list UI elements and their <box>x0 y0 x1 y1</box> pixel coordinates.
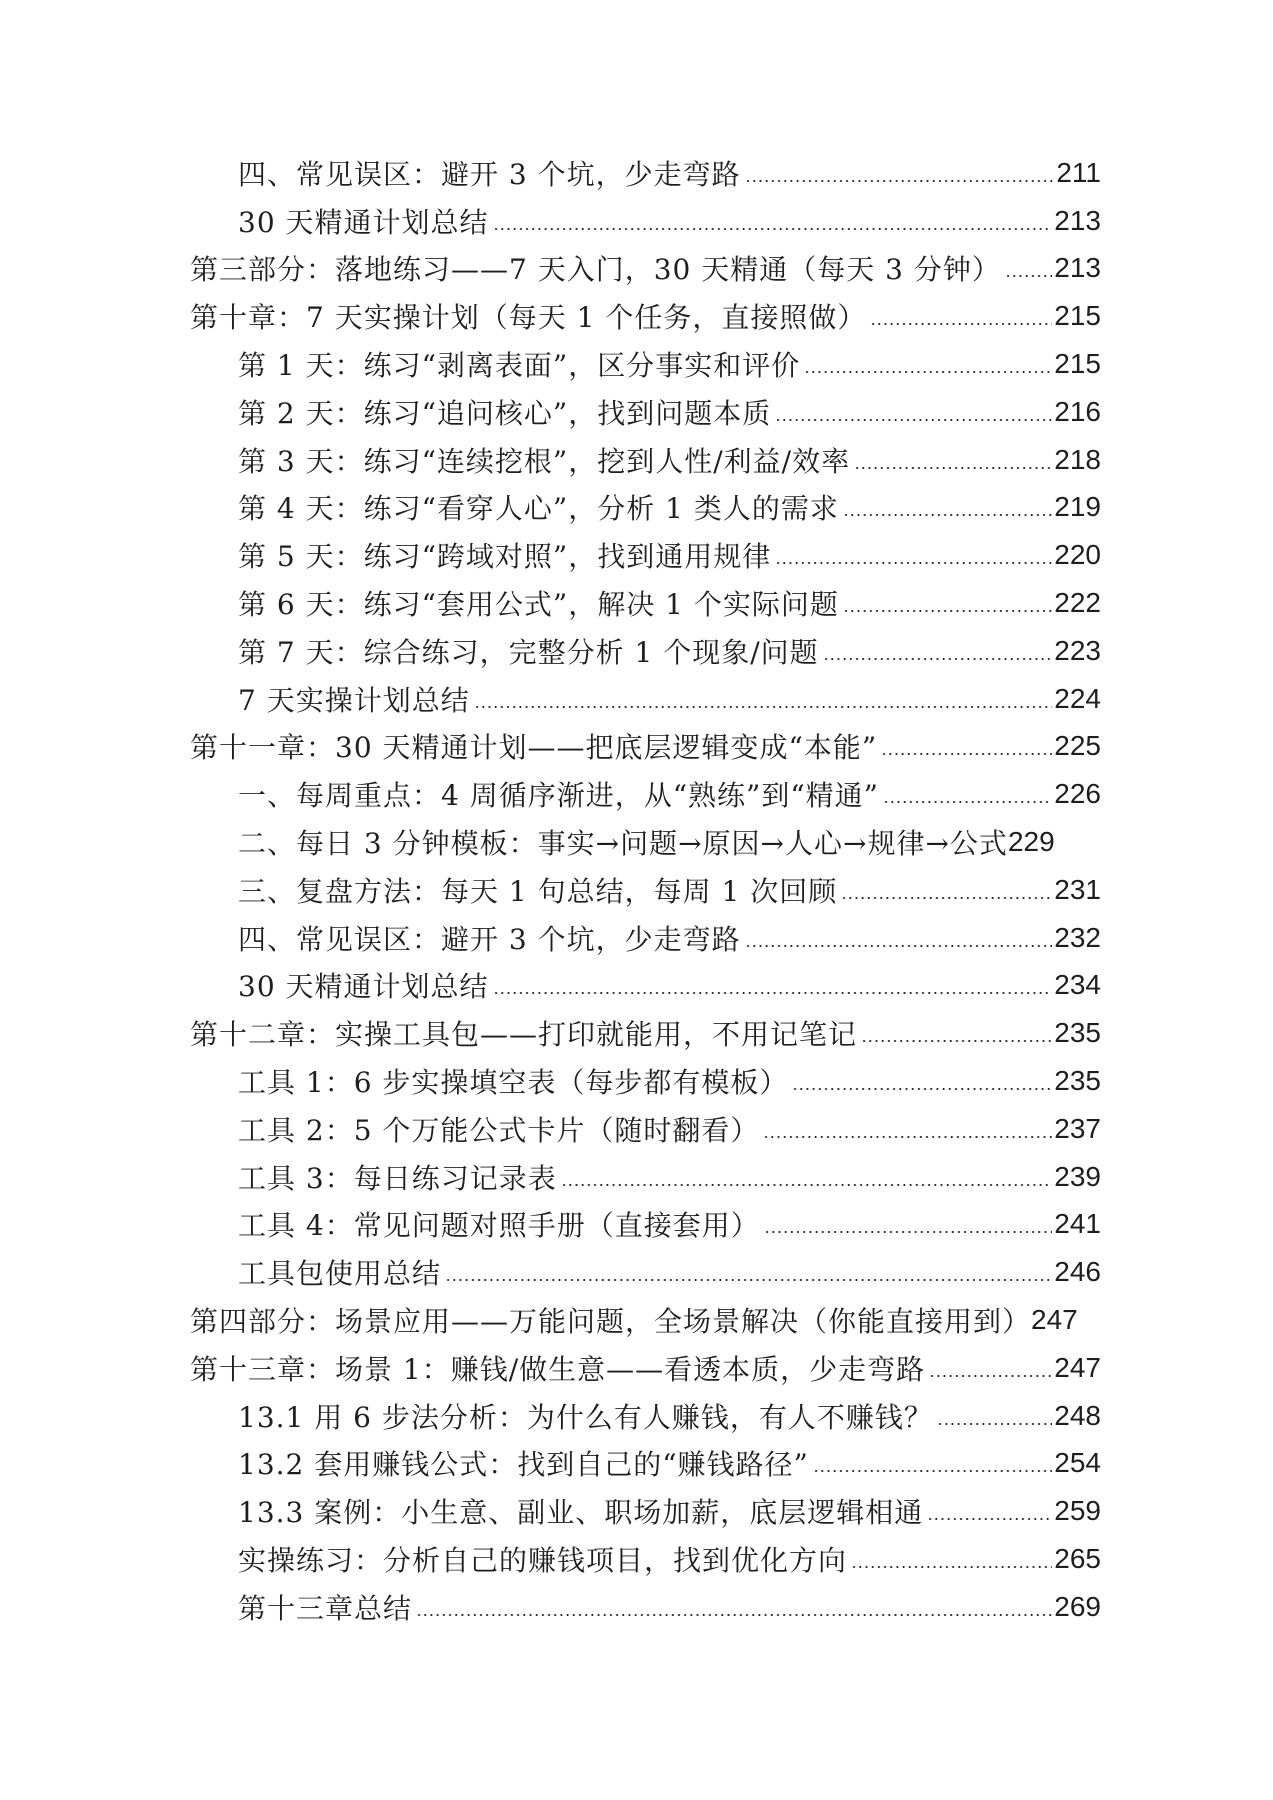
toc-entry-title: 第 2 天：练习“追问核心”，找到问题本质 <box>238 396 772 430</box>
toc-entry-page-number: 254 <box>1054 1447 1101 1479</box>
toc-entry-title: 第 4 天：练习“看穿人心”，分析 1 类人的需求 <box>238 492 839 526</box>
toc-entry-page-number: 215 <box>1054 348 1101 380</box>
dot-leader <box>745 180 1055 182</box>
toc-entry-page-number: 211 <box>1056 156 1101 188</box>
toc-entry[interactable] <box>0 245 1273 293</box>
toc-entry-title: 二、每日 3 分钟模板：事实→问题→原因→人心→规律→公式 <box>238 827 1008 861</box>
toc-entry[interactable] <box>0 866 1273 914</box>
toc-entry-title: 第 1 天：练习“剥离表面”，区分事实和评价 <box>238 349 801 383</box>
toc-entry-page-number: 247 <box>1031 1304 1078 1336</box>
toc-entry-title: 一、每周重点：4 周循序渐进，从“熟练”到“精通” <box>238 779 879 813</box>
toc-entry[interactable] <box>0 675 1273 723</box>
toc-entry-title: 第十三章：场景 1：赚钱/做生意——看透本质，少走弯路 <box>190 1352 926 1386</box>
toc-entry[interactable] <box>0 1296 1273 1344</box>
toc-entry-title: 工具 3：每日练习记录表 <box>238 1161 557 1195</box>
dot-leader <box>929 1375 1052 1377</box>
toc-entry[interactable] <box>0 292 1273 340</box>
toc-entry-page-number: 232 <box>1054 921 1101 953</box>
toc-entry-title: 四、常见误区：避开 3 个坑，少走弯路 <box>238 922 741 956</box>
dot-leader <box>1005 275 1052 277</box>
toc-entry[interactable] <box>0 1487 1273 1535</box>
toc-entry-page-number: 218 <box>1054 443 1101 475</box>
toc-entry-title: 13.2 套用赚钱公式：找到自己的“赚钱路径” <box>238 1448 809 1482</box>
toc-entry-title: 工具 4：常见问题对照手册（直接套用） <box>238 1209 760 1243</box>
dot-leader <box>937 1423 1052 1425</box>
toc-entry[interactable] <box>0 197 1273 245</box>
toc-entry-page-number: 265 <box>1054 1543 1101 1574</box>
dot-leader <box>881 753 1052 755</box>
toc-entry-title: 实操练习：分析自己的赚钱项目，找到优化方向 <box>238 1544 848 1577</box>
toc-entry-page-number: 247 <box>1054 1351 1101 1383</box>
dot-leader <box>416 1614 1052 1616</box>
toc-entry-title: 13.3 案例：小生意、副业、职场加薪，底层逻辑相通 <box>238 1496 924 1530</box>
toc-entry[interactable] <box>0 818 1273 866</box>
toc-entry-title: 7 天实操计划总结 <box>238 683 470 717</box>
toc-entry-page-number: 216 <box>1054 395 1101 427</box>
toc-entry-page-number: 224 <box>1054 682 1101 714</box>
dot-leader <box>927 1518 1052 1520</box>
dot-leader <box>841 897 1052 899</box>
toc-entry-page-number: 222 <box>1054 587 1101 619</box>
toc-entry-title: 三、复盘方法：每天 1 句总结，每周 1 次回顾 <box>238 874 838 908</box>
toc-entry-page-number: 215 <box>1054 300 1101 332</box>
toc-entry[interactable] <box>0 1248 1273 1296</box>
dot-leader <box>445 1279 1052 1281</box>
toc-entry-page-number: 213 <box>1054 204 1101 236</box>
toc-entry-title: 第 5 天：练习“跨域对照”，找到通用规律 <box>238 540 772 574</box>
dot-leader <box>883 801 1052 803</box>
toc-entry[interactable] <box>0 1583 1273 1631</box>
dot-leader <box>764 1231 1053 1233</box>
toc-entry[interactable] <box>0 436 1273 484</box>
dot-leader <box>561 1184 1053 1186</box>
toc-entry[interactable] <box>0 1057 1273 1105</box>
toc-entry-title: 13.1 用 6 步法分析：为什么有人赚钱，有人不赚钱？ <box>238 1400 933 1434</box>
dot-leader <box>804 371 1052 373</box>
dot-leader <box>775 419 1052 421</box>
dot-leader <box>775 562 1052 564</box>
toc-entry-page-number: 248 <box>1054 1399 1101 1431</box>
toc-entry-page-number: 213 <box>1054 252 1101 284</box>
toc-entry-title: 四、常见误区：避开 3 个坑，少走弯路 <box>238 157 741 191</box>
dot-leader <box>763 1136 1052 1138</box>
toc-entry-title: 第四部分：场景应用——万能问题，全场景解决（你能直接用到） <box>190 1305 1032 1339</box>
toc-entry-title: 30 天精通计划总结 <box>238 205 489 239</box>
table-of-contents <box>0 149 1273 1631</box>
toc-entry-page-number: 229 <box>1007 826 1055 858</box>
dot-leader <box>823 658 1053 660</box>
toc-entry[interactable] <box>0 531 1273 579</box>
toc-entry-title: 第 7 天：综合练习，完整分析 1 个现象/问题 <box>238 635 819 669</box>
toc-entry-page-number: 246 <box>1054 1256 1101 1288</box>
toc-entry-title: 工具 1：6 步实操填空表（每步都有模板） <box>238 1066 789 1100</box>
toc-entry[interactable] <box>0 340 1273 388</box>
toc-entry[interactable] <box>0 484 1273 532</box>
toc-entry-title: 第 6 天：练习“套用公式”，解决 1 个实际问题 <box>238 588 839 622</box>
toc-entry-page-number: 231 <box>1054 873 1101 905</box>
toc-entry[interactable] <box>0 388 1273 436</box>
toc-entry-title: 第十一章：30 天精通计划——把底层逻辑变成“本能” <box>190 731 878 765</box>
toc-entry[interactable] <box>0 1201 1273 1249</box>
toc-entry[interactable] <box>0 579 1273 627</box>
toc-entry[interactable] <box>0 1153 1273 1201</box>
toc-entry-title: 工具 2：5 个万能公式卡片（随时翻看） <box>238 1113 760 1147</box>
dot-leader <box>493 228 1053 230</box>
toc-entry[interactable] <box>0 723 1273 771</box>
toc-entry[interactable] <box>0 962 1273 1010</box>
toc-entry[interactable] <box>0 627 1273 675</box>
toc-entry[interactable] <box>0 770 1273 818</box>
toc-entry[interactable] <box>0 914 1273 962</box>
toc-entry-page-number: 226 <box>1054 778 1101 810</box>
toc-entry-title: 第十二章：实操工具包——打印就能用，不用记笔记 <box>190 1018 858 1052</box>
toc-entry-title: 第三部分：落地练习——7 天入门，30 天精通（每天 3 分钟） <box>190 253 1001 287</box>
toc-entry-title: 第十章：7 天实操计划（每天 1 个任务，直接照做） <box>190 301 867 335</box>
dot-leader <box>854 467 1052 469</box>
toc-entry-page-number: 225 <box>1054 730 1101 762</box>
toc-entry[interactable] <box>0 1440 1273 1488</box>
dot-leader <box>843 610 1052 612</box>
toc-entry[interactable] <box>0 1535 1273 1583</box>
dot-leader <box>813 1470 1052 1472</box>
toc-entry-page-number: 259 <box>1054 1495 1101 1527</box>
dot-leader <box>792 1088 1052 1090</box>
dot-leader <box>843 514 1052 516</box>
toc-entry-page-number: 239 <box>1054 1160 1101 1192</box>
toc-entry-page-number: 219 <box>1054 491 1101 523</box>
dot-leader <box>745 945 1053 947</box>
toc-entry-title: 工具包使用总结 <box>238 1257 442 1291</box>
dot-leader <box>870 323 1052 325</box>
dot-leader <box>493 992 1053 994</box>
toc-entry-page-number: 241 <box>1054 1208 1101 1240</box>
toc-entry-page-number: 223 <box>1054 634 1101 666</box>
toc-entry[interactable] <box>0 1105 1273 1153</box>
toc-entry[interactable] <box>0 1392 1273 1440</box>
toc-entry[interactable] <box>0 1344 1273 1392</box>
toc-entry-page-number: 234 <box>1054 969 1101 1001</box>
toc-entry-title: 第 3 天：练习“连续挖根”，挖到人性/利益/效率 <box>238 444 851 478</box>
toc-entry-title: 30 天精通计划总结 <box>238 970 489 1004</box>
toc-entry[interactable] <box>0 149 1273 197</box>
dot-leader <box>861 1040 1052 1042</box>
toc-entry-page-number: 220 <box>1054 539 1101 571</box>
toc-entry[interactable] <box>0 1009 1273 1057</box>
toc-entry-page-number: 235 <box>1054 1065 1101 1097</box>
toc-entry-page-number: 269 <box>1054 1590 1101 1622</box>
dot-leader <box>474 706 1053 708</box>
toc-entry-title: 第十三章总结 <box>238 1591 413 1625</box>
toc-entry-page-number: 235 <box>1054 1017 1101 1049</box>
toc-entry-page-number: 237 <box>1054 1112 1101 1144</box>
dot-leader <box>851 1566 1052 1568</box>
